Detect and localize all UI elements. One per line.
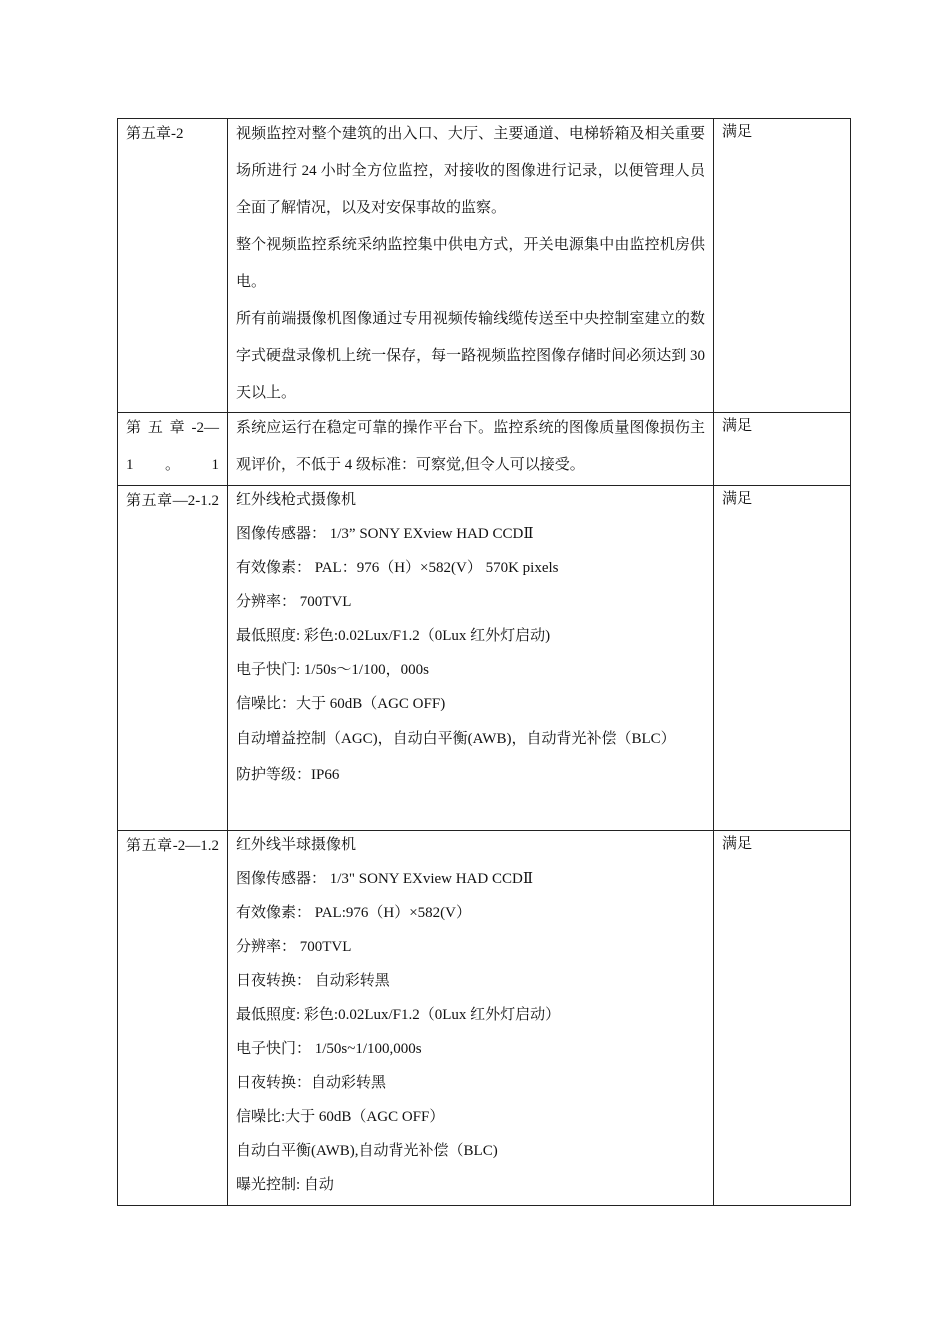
table-row: [118, 831, 851, 1206]
section-ref-cell: [118, 119, 228, 413]
spec-line: 日夜转换：自动彩转黑: [236, 1075, 387, 1091]
section-ref: 第五章-2: [126, 126, 184, 142]
compliance-cell: [714, 119, 851, 413]
compliance-table: [117, 118, 851, 1206]
requirement-cell: [228, 119, 714, 413]
section-ref-cell: [118, 831, 228, 1206]
table-row: [118, 413, 851, 486]
spec-line: 日夜转换： 自动彩转黑: [236, 973, 390, 989]
spec-line: 电子快门： 1/50s~1/100,000s: [236, 1041, 422, 1057]
spec-title: 红外线半球摄像机: [236, 837, 357, 853]
spec-line: 有效像素： PAL:976（H）×582(V）: [236, 905, 471, 921]
compliance-status: 满足: [722, 836, 753, 852]
table-row: [118, 486, 851, 831]
requirement-cell: [228, 413, 714, 486]
section-ref-cell: [118, 486, 228, 831]
section-ref: 第五章—2-1.2: [126, 493, 219, 509]
spec-line: 自动增益控制（AGC)，自动白平衡(AWB)，自动背光补偿（BLC）: [236, 731, 676, 747]
spec-cell: [228, 831, 714, 1206]
spec-line: 图像传感器： 1/3” SONY EXview HAD CCDⅡ: [236, 526, 534, 542]
section-ref: 第五章-2—1.2: [126, 838, 219, 854]
spec-cell: [228, 486, 714, 831]
spec-line: 最低照度: 彩色:0.02Lux/F1.2（0Lux 红外灯启动）: [236, 1007, 561, 1023]
requirement-paragraph: 整个视频监控系统采纳监控集中供电方式，开关电源集中由监控机房供电。: [236, 237, 705, 290]
spec-line: 防护等级：IP66: [236, 767, 340, 783]
requirement-paragraph: 系统应运行在稳定可靠的操作平台下。监控系统的图像质量图像损伤主观评价，不低于 4 级标准：可察觉,但令人可以接受。: [236, 420, 705, 473]
spec-line: 最低照度: 彩色:0.02Lux/F1.2（0Lux 红外灯启动): [236, 628, 551, 644]
compliance-status: 满足: [722, 418, 753, 434]
spec-line: 有效像素： PAL：976（H）×582(V） 570K pixels: [236, 560, 559, 576]
spec-line: 自动白平衡(AWB),自动背光补偿（BLC): [236, 1143, 498, 1159]
spec-line: 分辨率： 700TVL: [236, 594, 352, 610]
spec-line: 分辨率： 700TVL: [236, 939, 352, 955]
spec-line: 曝光控制: 自动: [236, 1177, 334, 1193]
compliance-cell: [714, 486, 851, 831]
requirement-paragraph: 视频监控对整个建筑的出入口、大厅、主要通道、电梯轿箱及相关重要场所进行 24 小时全方位监控，对接收的图像进行记录，以便管理人员全面了解情况，以及对安保事故的监察。: [236, 126, 705, 216]
compliance-cell: [714, 413, 851, 486]
section-ref: 第五章-2—1。1: [126, 420, 219, 473]
spec-line: 信噪比：大于 60dB（AGC OFF): [236, 696, 446, 712]
spec-line: 图像传感器： 1/3" SONY EXview HAD CCDⅡ: [236, 871, 534, 887]
table-row: [118, 119, 851, 413]
compliance-status: 满足: [722, 491, 753, 507]
spec-line: 信噪比:大于 60dB（AGC OFF）: [236, 1109, 445, 1125]
requirement-paragraph: 所有前端摄像机图像通过专用视频传输线缆传送至中央控制室建立的数字式硬盘录像机上统一保存，每一路视频监控图像存储时间必须达到 30 天以上。: [236, 311, 705, 401]
compliance-cell: [714, 831, 851, 1206]
spec-title: 红外线枪式摄像机: [236, 492, 357, 508]
section-ref-cell: [118, 413, 228, 486]
compliance-status: 满足: [722, 124, 753, 140]
spec-line: 电子快门: 1/50s～1/100，000s: [236, 662, 429, 678]
